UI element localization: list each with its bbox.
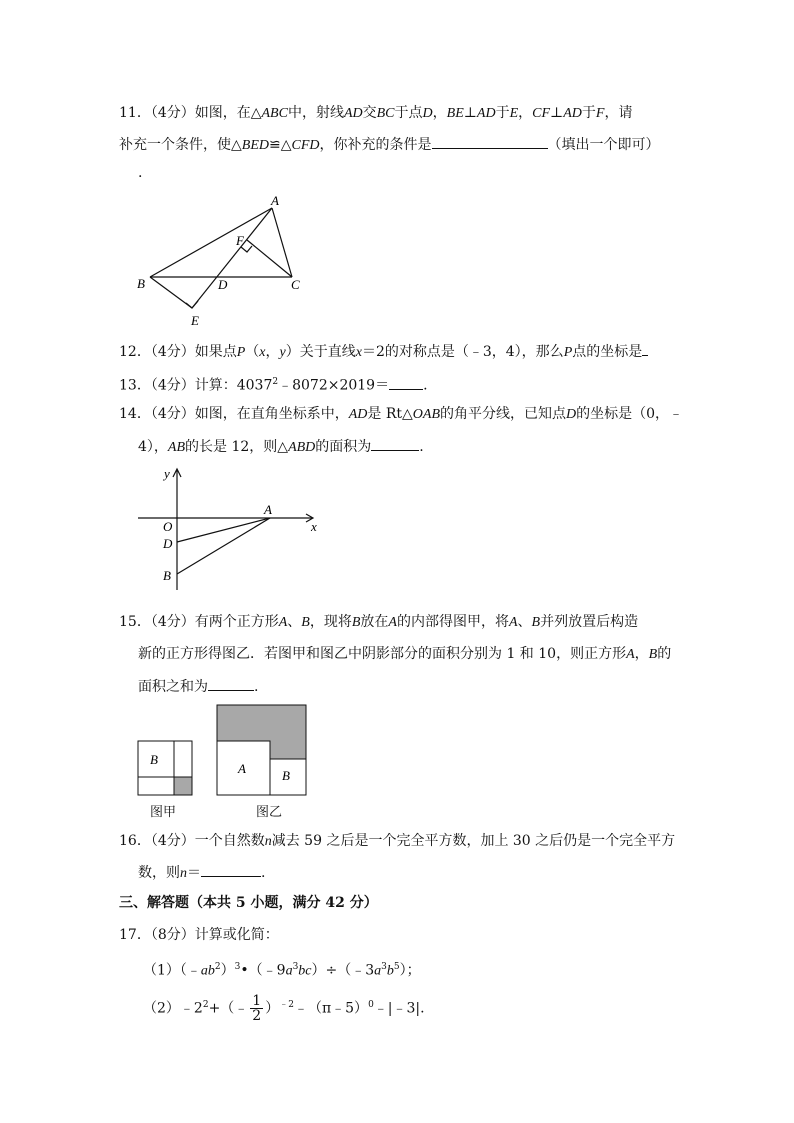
q11-text: （填出一个即可）	[547, 137, 660, 153]
q17-exp: 2	[202, 1000, 209, 1010]
q12-text: ）关于直线	[285, 344, 356, 360]
q12-text: 12．（4分）如果点	[119, 344, 237, 360]
q16-text: 减去 59 之后是一个完全平方数，加上 30 之后仍是一个完全平方	[271, 833, 676, 849]
q15-line1	[119, 612, 638, 633]
ray-ae	[192, 208, 272, 308]
q17-exp: 0	[368, 1000, 374, 1010]
q16-text: ＝	[187, 865, 201, 881]
label-d: D	[163, 536, 173, 551]
q14-text: .	[419, 439, 424, 455]
q11-text: 中，射线	[287, 105, 344, 121]
caption-jia: 图甲	[150, 805, 177, 820]
q13-exponent: 2	[272, 377, 279, 387]
q12-answer-blank[interactable]	[642, 341, 648, 356]
q11-text: ，你补充的条件是	[319, 137, 432, 153]
q14-text: 的面积为	[315, 439, 372, 455]
q14-abd: ABD	[288, 440, 316, 455]
q14-line1	[119, 404, 683, 425]
segment-be	[150, 277, 192, 308]
q11-text: 于点	[394, 105, 423, 121]
yi-label-b: B	[282, 768, 290, 783]
q17-bc: bc	[298, 963, 312, 979]
q15-b: B	[351, 615, 361, 630]
q16-line1	[119, 831, 675, 852]
q14-ad: AD	[348, 407, 368, 422]
q15-b: B	[648, 647, 658, 662]
fraction-numerator: 1	[252, 993, 262, 1010]
q14-text: 的长是 12，则△	[185, 439, 289, 455]
q12-y: y	[279, 345, 286, 360]
q14-text: 的坐标是（0，﹣	[576, 406, 684, 422]
q17-text: +（﹣	[208, 1000, 249, 1017]
q15-b: B	[301, 615, 310, 630]
section-3-heading: 三、解答题（本共 5 小题，满分 42 分）	[119, 895, 378, 911]
q13-text: 13．（4分）计算：4037	[119, 377, 273, 394]
jia-label-b: B	[150, 752, 158, 767]
q15-a: A	[508, 615, 518, 630]
q11-text: ，请	[604, 105, 633, 121]
q17-text: （1）（﹣	[143, 962, 201, 979]
q13-text: .	[423, 377, 428, 394]
q16-answer-blank[interactable]	[201, 862, 261, 877]
q15-line3	[138, 676, 258, 697]
yi-shaded-region	[217, 705, 306, 759]
q17-part2	[143, 987, 425, 1027]
q15-text: 、	[287, 614, 302, 630]
label-f: F	[236, 233, 244, 248]
label-a: A	[271, 193, 279, 208]
q17-exp: 3	[381, 962, 387, 972]
q15-text: 的内部得图甲，将	[396, 614, 509, 630]
q16-text: 16．（4分）一个自然数	[119, 833, 265, 849]
q17-text: （2）﹣2	[143, 1000, 203, 1017]
q12-text: （	[245, 344, 260, 360]
q16-n: n	[180, 866, 187, 881]
q15-a: A	[278, 615, 288, 630]
q14-ab: AB	[167, 440, 186, 455]
q11-answer-blank[interactable]	[432, 134, 548, 149]
segment-ac	[272, 208, 292, 277]
q12-p: P	[236, 345, 246, 360]
yi-label-a: A	[238, 761, 246, 776]
q12-text: ，	[265, 344, 280, 360]
q11-abc: ABC	[261, 106, 288, 121]
q17-exp: 3	[292, 962, 299, 972]
q17-exp: 2	[214, 962, 221, 972]
q15-text: 面积之和为	[138, 679, 208, 695]
q15-line2	[138, 644, 671, 665]
q17-heading: 17．（8分）计算或化简：	[119, 927, 279, 943]
q11-line2	[119, 134, 660, 156]
q11-text: 于	[495, 105, 510, 121]
q15-answer-blank[interactable]	[208, 676, 254, 691]
q16-text: .	[261, 865, 266, 881]
q17-text: ﹣|﹣3|.	[373, 1000, 425, 1017]
q14-d: D	[566, 407, 577, 422]
label-x: x	[311, 519, 317, 534]
q11-ad: AD	[563, 106, 582, 121]
jia-shaded-square	[174, 777, 192, 795]
q15-a: A	[388, 615, 397, 630]
q13-line	[119, 372, 428, 396]
q15-squares-figure	[130, 700, 330, 800]
label-a: A	[264, 502, 272, 517]
q14-oab: OAB	[412, 407, 441, 422]
q16-line2	[138, 862, 265, 884]
q13-answer-blank[interactable]	[389, 375, 423, 390]
q17-a: a	[374, 963, 382, 979]
q11-f: F	[595, 106, 605, 121]
q14-text: 4），	[138, 439, 168, 455]
q17-text: ﹣（π﹣5）	[293, 1000, 369, 1017]
q11-line3: .	[138, 165, 143, 181]
q14-coordinate-figure	[130, 462, 330, 597]
q11-bed: BED	[241, 138, 269, 153]
q17-exp: ﹣2	[279, 1000, 294, 1010]
label-c: C	[291, 277, 300, 292]
label-b: B	[163, 568, 171, 583]
q11-triangle-figure	[130, 190, 320, 330]
q11-text: ，	[518, 105, 533, 121]
q11-number: 11．（4分）如图，在△	[119, 105, 262, 121]
q11-cf: CF	[532, 106, 551, 121]
q14-answer-blank[interactable]	[371, 436, 419, 451]
q11-ad: AD	[343, 106, 363, 121]
q15-text: ，现将	[309, 614, 352, 630]
q11-perp: ⊥	[463, 105, 477, 121]
q11-perp: ⊥	[550, 105, 564, 121]
q17-ab: ab	[200, 963, 215, 979]
q15-text: 的	[657, 646, 672, 662]
q15-text: 新的正方形得图乙．若图甲和图乙中阴影部分的面积分别为 1 和 10，则正方形	[138, 646, 627, 662]
q12-text: 点的坐标是	[572, 344, 643, 360]
q15-text: 15．（4分）有两个正方形	[119, 614, 279, 630]
q13-text: ﹣8072×2019＝	[278, 377, 390, 394]
q11-cfd: CFD	[291, 138, 320, 153]
q12-x: x	[259, 345, 266, 360]
segment-cf	[247, 240, 292, 277]
q14-text: 的角平分线，已知点	[440, 406, 567, 422]
label-y: y	[164, 466, 170, 481]
q15-text: 并列放置后构造	[540, 614, 639, 630]
q11-e: E	[509, 106, 519, 121]
q15-a: A	[626, 647, 635, 662]
q15-text: ，	[634, 646, 649, 662]
q17-text: ）÷（﹣3	[311, 962, 375, 979]
label-d: D	[218, 277, 228, 292]
q17-text: •（﹣9	[240, 962, 286, 979]
q12-line	[119, 341, 648, 363]
q15-b: B	[531, 615, 541, 630]
segment-ab	[177, 518, 270, 574]
q14-text: 是 Rt△	[367, 406, 413, 422]
q17-b: b	[386, 963, 394, 979]
fraction-denominator: 2	[252, 1008, 262, 1025]
q17-exp: 3	[234, 962, 241, 972]
q12-text: ＝2的对称点是（﹣3，4），那么	[361, 344, 564, 360]
label-b: B	[137, 276, 145, 291]
q12-p: P	[563, 345, 573, 360]
q11-be: BE	[446, 106, 464, 121]
label-e: E	[191, 313, 199, 328]
q15-text: 、	[517, 614, 532, 630]
q15-text: .	[254, 679, 259, 695]
q11-bc: BC	[376, 106, 395, 121]
label-o: O	[163, 519, 173, 534]
q11-text: ，	[432, 105, 447, 121]
q14-line2	[138, 436, 424, 458]
q11-text: 补充一个条件，使△	[119, 137, 242, 153]
q17-exp: 5	[393, 962, 400, 972]
segment-ad	[177, 518, 270, 542]
q11-line1	[119, 103, 632, 124]
q15-text: 放在	[360, 614, 389, 630]
q14-text: 14．（4分）如图，在直角坐标系中，	[119, 406, 349, 422]
segment-ab	[150, 208, 272, 277]
q17-text: ）	[220, 962, 235, 979]
q16-text: 数，则	[138, 865, 180, 881]
caption-yi: 图乙	[256, 805, 283, 820]
q11-text: 于	[581, 105, 596, 121]
q11-ad: AD	[476, 106, 496, 121]
q17-fraction	[250, 994, 263, 1023]
q12-x: x	[355, 345, 362, 360]
q11-cong: ≌△	[269, 137, 292, 153]
q17-part1	[143, 957, 421, 982]
q16-n: n	[264, 834, 272, 849]
q17-text: ）	[265, 1000, 280, 1017]
q11-d: D	[422, 106, 433, 121]
q17-a: a	[285, 963, 293, 979]
q17-text: ）；	[399, 962, 421, 979]
q11-text: 交	[362, 105, 377, 121]
